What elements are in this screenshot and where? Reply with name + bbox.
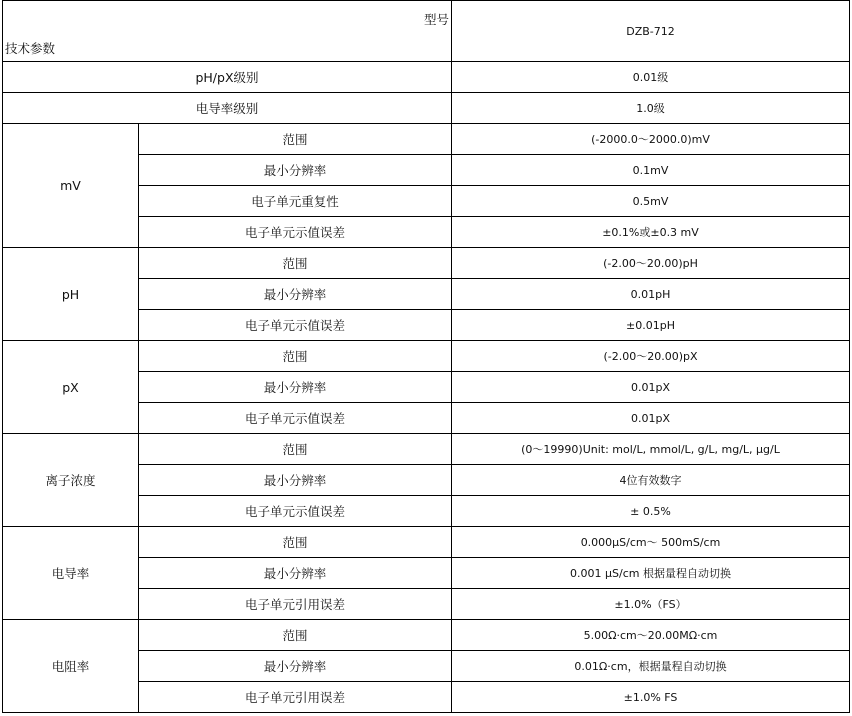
group-label: 离子浓度 xyxy=(3,434,139,527)
param-value: (-2.00～20.00)pX xyxy=(452,341,850,372)
header-cell xyxy=(3,1,452,62)
param-name: 范围 xyxy=(139,248,452,279)
param-name: 范围 xyxy=(139,341,452,372)
general-row xyxy=(3,93,850,124)
param-value: (0～19990)Unit: mol/L, mmol/L, g/L, mg/L, μg/L xyxy=(452,434,850,465)
param-value: 0.01pH xyxy=(452,279,850,310)
param-name: 电子单元示值误差 xyxy=(139,496,452,527)
param-name: 范围 xyxy=(139,434,452,465)
param-value: 0.01Ω·cm，根据量程自动切换 xyxy=(452,651,850,682)
group-label: pH xyxy=(3,248,139,341)
group-label: mV xyxy=(3,124,139,248)
param-name: 最小分辨率 xyxy=(139,279,452,310)
param-value: ±1.0%（FS） xyxy=(452,589,850,620)
param-name: 电子单元示值误差 xyxy=(139,310,452,341)
param-value: 0.01pX xyxy=(452,403,850,434)
param-value: 0.01pX xyxy=(452,372,850,403)
param-value: (-2.00～20.00)pH xyxy=(452,248,850,279)
general-row xyxy=(3,62,850,93)
param-value: 4位有效数字 xyxy=(452,465,850,496)
param-name: 电子单元引用误差 xyxy=(139,682,452,713)
model-value: DZB-712 xyxy=(452,1,850,62)
param-name: 电子单元示值误差 xyxy=(139,403,452,434)
table-row xyxy=(3,434,850,465)
param-value: 0.5mV xyxy=(452,186,850,217)
param-value: (-2000.0～2000.0)mV xyxy=(452,124,850,155)
header-row xyxy=(3,1,850,62)
param-value: 0.000μS/cm～ 500mS/cm xyxy=(452,527,850,558)
table-row xyxy=(3,527,850,558)
param-name: 最小分辨率 xyxy=(139,651,452,682)
param-value: 0.001 μS/cm 根据量程自动切换 xyxy=(452,558,850,589)
param-name: 最小分辨率 xyxy=(139,465,452,496)
param-name: 电子单元引用误差 xyxy=(139,589,452,620)
table-row xyxy=(3,341,850,372)
spec-table xyxy=(2,0,850,713)
param-name: 范围 xyxy=(139,620,452,651)
param-name: 范围 xyxy=(139,124,452,155)
param-value: ± 0.5% xyxy=(452,496,850,527)
table-row xyxy=(3,124,850,155)
general-value: 0.01级 xyxy=(452,62,850,93)
param-name: 最小分辨率 xyxy=(139,155,452,186)
general-label: 电导率级别 xyxy=(3,93,452,124)
table-row xyxy=(3,248,850,279)
params-label: 技术参数 xyxy=(5,41,56,56)
param-value: 0.1mV xyxy=(452,155,850,186)
model-label: 型号 xyxy=(423,12,449,27)
table-row xyxy=(3,620,850,651)
param-name: 电子单元重复性 xyxy=(139,186,452,217)
param-value: ±1.0% FS xyxy=(452,682,850,713)
group-label: 电导率 xyxy=(3,527,139,620)
param-name: 最小分辨率 xyxy=(139,558,452,589)
general-value: 1.0级 xyxy=(452,93,850,124)
group-label: 电阻率 xyxy=(3,620,139,713)
general-label: pH/pX级别 xyxy=(3,62,452,93)
param-name: 范围 xyxy=(139,527,452,558)
param-value: ±0.01pH xyxy=(452,310,850,341)
param-name: 最小分辨率 xyxy=(139,372,452,403)
param-name: 电子单元示值误差 xyxy=(139,217,452,248)
group-label: pX xyxy=(3,341,139,434)
param-value: 5.00Ω·cm～20.00MΩ·cm xyxy=(452,620,850,651)
param-value: ±0.1%或±0.3 mV xyxy=(452,217,850,248)
